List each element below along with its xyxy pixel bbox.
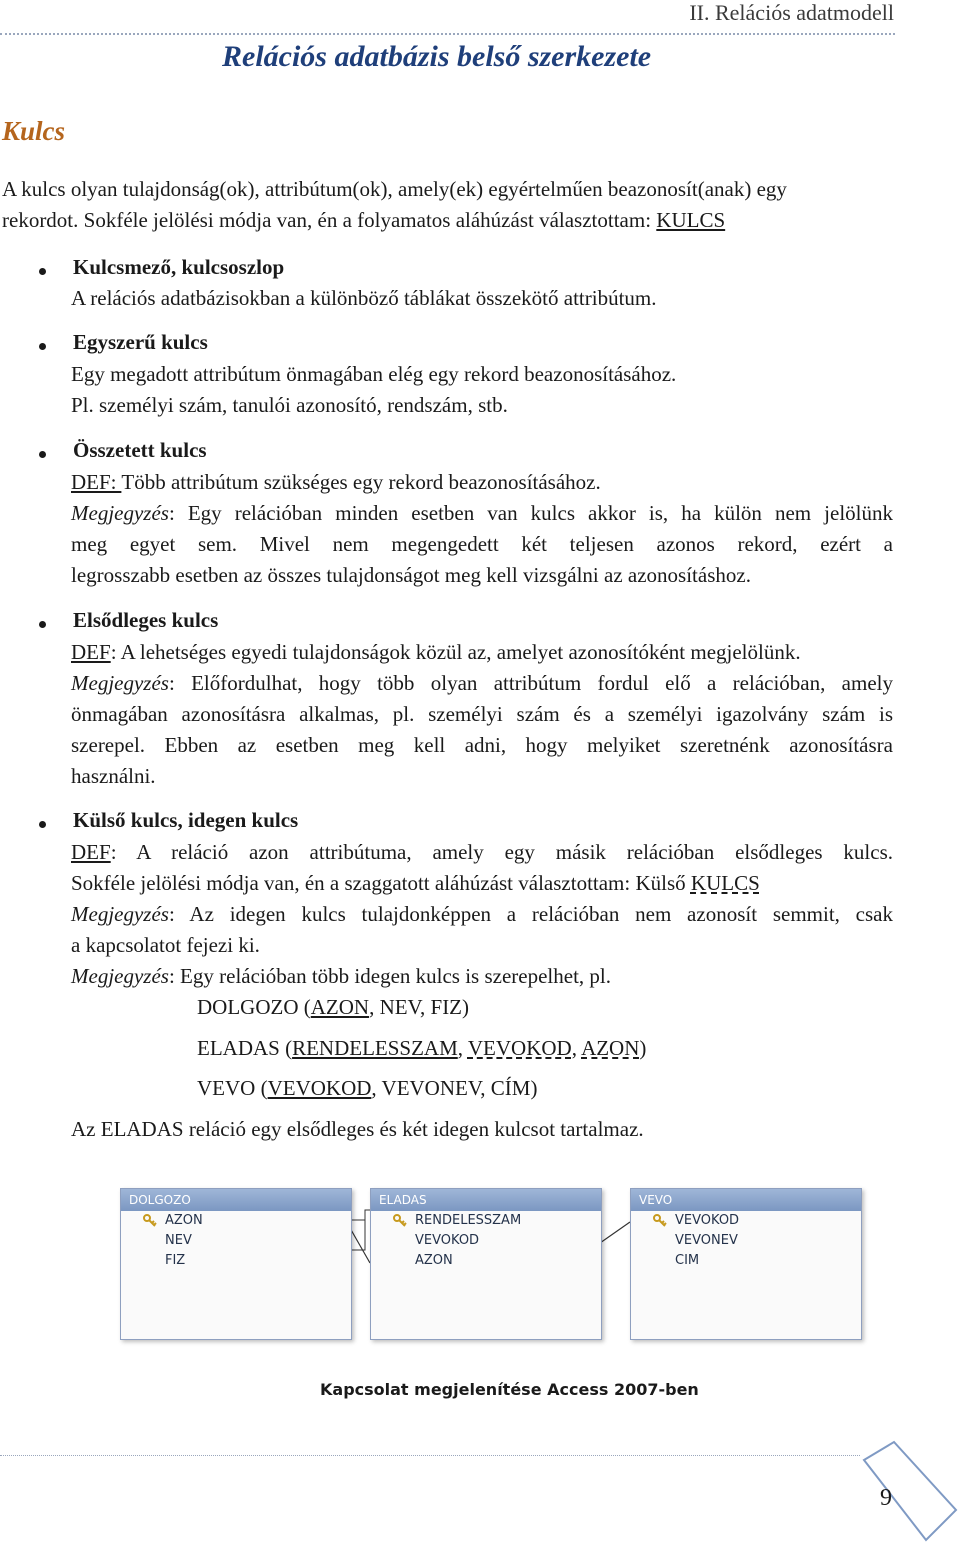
field-row: RENDELESSZAM bbox=[371, 1211, 601, 1231]
intro-line-2: rekordot. Sokféle jelölési módja van, én a folyamatos aláhúzást választottam: KULCS bbox=[2, 208, 726, 232]
note-line: Megjegyzés: Egy relációban több idegen kulcs is szerepelhet, pl. bbox=[71, 964, 611, 988]
field-row: VEVONEV bbox=[675, 1233, 738, 1248]
note-line: Megjegyzés: Előfordulhat, hogy több olyan attribútum fordul elő a relációban, amely bbox=[71, 671, 893, 695]
bullet-title-elsodleges: Elsődleges kulcs bbox=[73, 608, 219, 632]
page-number: 9 bbox=[880, 1485, 892, 1511]
definition-line: DEF: A lehetséges egyedi tulajdonságok közül az, amelyet azonosítóként megjelölünk. bbox=[71, 640, 801, 664]
table-eladas[interactable] bbox=[370, 1188, 602, 1340]
schema-eladas: ELADAS (RENDELESSZAM, VEVOKOD, AZON) bbox=[197, 1036, 647, 1060]
field-row: VEVOKOD bbox=[415, 1233, 480, 1248]
note-line: szerepel. Ebben az esetben meg kell adni, hogy melyiket szeretnénk azonosításra bbox=[71, 733, 893, 757]
definition-line: DEF: A reláció azon attribútuma, amely egy másik relációban elsődleges kulcs. bbox=[71, 840, 893, 864]
note-line: használni. bbox=[71, 764, 156, 788]
running-header: II. Relációs adatmodell bbox=[689, 0, 894, 25]
bullet-dot bbox=[39, 451, 46, 458]
page-corner-decoration bbox=[860, 1440, 960, 1544]
key-example: KULCS bbox=[656, 208, 726, 232]
footer-divider bbox=[0, 1455, 860, 1456]
field-row: VEVOKOD bbox=[631, 1211, 861, 1231]
bullet-dot bbox=[39, 343, 46, 350]
field-row: NEV bbox=[165, 1233, 192, 1248]
bullet-title-kulso: Külső kulcs, idegen kulcs bbox=[73, 808, 299, 832]
bullet-dot bbox=[39, 821, 46, 828]
field-row: CIM bbox=[675, 1253, 700, 1268]
field-row: AZON bbox=[121, 1211, 351, 1231]
table-header: ELADAS bbox=[371, 1189, 601, 1211]
schema-vevo: VEVO (VEVOKOD, VEVONEV, CÍM) bbox=[197, 1076, 538, 1100]
bullet-title-kulcsmezo: Kulcsmező, kulcsoszlop bbox=[73, 255, 285, 279]
foreign-key-example: KULCS bbox=[690, 871, 760, 895]
relation-line-azon bbox=[350, 1228, 370, 1263]
intro-line-1: A kulcs olyan tulajdonság(ok), attribútum(ok), amely(ek) egyértelműen beazonosít(anak) egy bbox=[2, 177, 787, 201]
schema-dolgozo: DOLGOZO (AZON, NEV, FIZ) bbox=[197, 995, 470, 1019]
bullet-text: A relációs adatbázisokban a különböző táblákat összekötő attribútum. bbox=[71, 286, 657, 310]
header-divider bbox=[0, 33, 895, 35]
key-icon bbox=[653, 1214, 667, 1228]
table-header: VEVO bbox=[631, 1189, 861, 1211]
note-line: Megjegyzés: Az idegen kulcs tulajdonképpen a relációban nem azonosít semmit, csak bbox=[71, 902, 893, 926]
bullet-title-osszetett: Összetett kulcs bbox=[73, 438, 207, 462]
field-row: AZON bbox=[415, 1253, 453, 1268]
note-line: a kapcsolatot fejezi ki. bbox=[71, 933, 260, 957]
bullet-text: Egy megadott attribútum önmagában elég egy rekord beazonosításához. bbox=[71, 362, 677, 386]
summary-line: Az ELADAS reláció egy elsődleges és két idegen kulcsot tartalmaz. bbox=[71, 1117, 644, 1141]
table-dolgozo[interactable] bbox=[120, 1188, 352, 1340]
field-row: FIZ bbox=[165, 1253, 186, 1268]
bullet-dot bbox=[39, 268, 46, 275]
text-line: Sokféle jelölési módja van, én a szaggatott aláhúzást választottam: Külső KULCS bbox=[71, 871, 760, 895]
bullet-text: Pl. személyi szám, tanulói azonosító, rendszám, stb. bbox=[71, 393, 508, 417]
relation-line-vevokod bbox=[600, 1222, 630, 1243]
definition-line: DEF: Több attribútum szükséges egy rekord beazonosításához. bbox=[71, 470, 601, 494]
note-line: önmagában azonosításra alkalmas, pl. személyi szám és a személyi igazolvány szám is bbox=[71, 702, 893, 726]
key-icon bbox=[393, 1214, 407, 1228]
key-icon bbox=[143, 1214, 157, 1228]
note-line: Megjegyzés: Egy relációban minden esetben van kulcs akkor is, ha külön nem jelölünk bbox=[71, 501, 893, 525]
note-line: legrosszabb esetben az összes tulajdonságot meg kell vizsgálni az azonosításhoz. bbox=[71, 563, 751, 587]
bullet-title-egyszeru: Egyszerű kulcs bbox=[73, 330, 208, 354]
page-title: Relációs adatbázis belső szerkezete bbox=[222, 40, 652, 73]
bullet-dot bbox=[39, 621, 46, 628]
table-header: DOLGOZO bbox=[121, 1189, 351, 1211]
note-line: meg egyet sem. Mivel nem megengedett két teljesen azonos rekord, ezért a bbox=[71, 532, 893, 556]
table-vevo[interactable] bbox=[630, 1188, 862, 1340]
diagram-caption: Kapcsolat megjelenítése Access 2007-ben bbox=[320, 1380, 699, 1399]
relationship-diagram bbox=[120, 1180, 880, 1410]
section-heading: Kulcs bbox=[2, 116, 66, 146]
